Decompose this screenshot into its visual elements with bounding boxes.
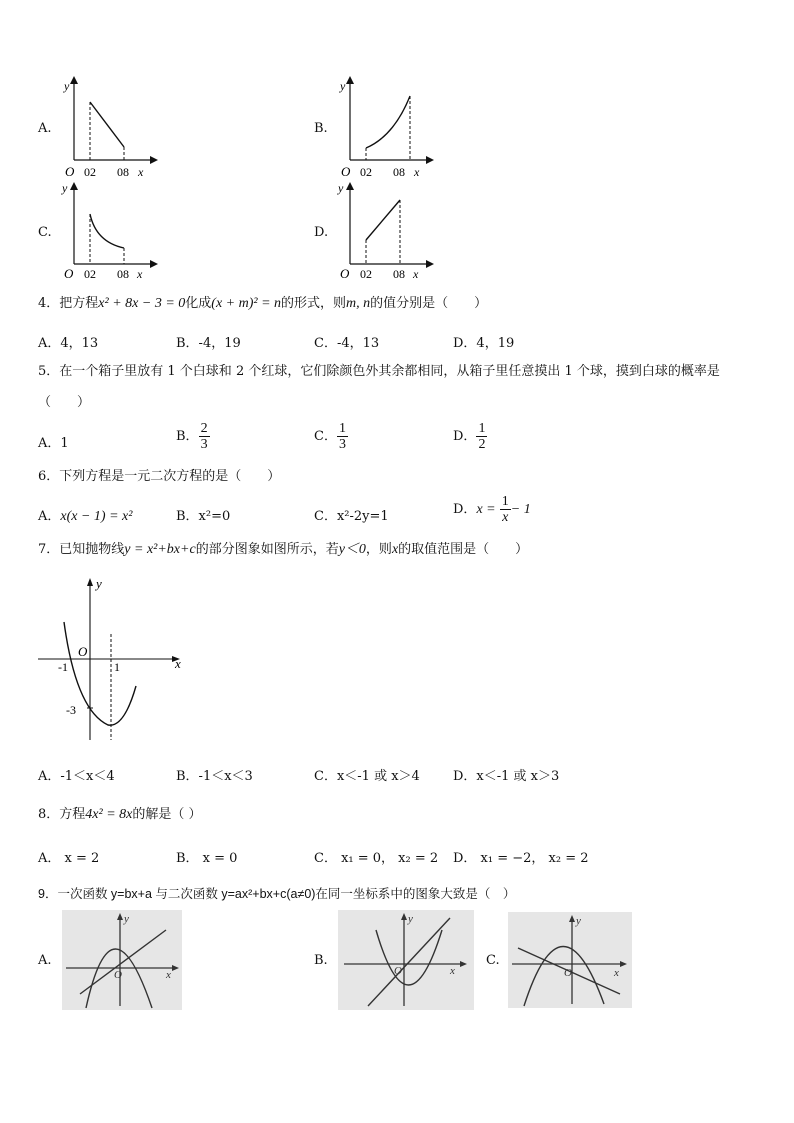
fraction [500,494,511,525]
fraction [337,421,348,452]
stem-text: 的解是（ ） [132,807,202,822]
q3-graph-d [334,178,434,284]
q9-graph-a[interactable] [62,910,182,1010]
condition: y＜0 [338,542,366,557]
equation: x(x − 1) = x² [60,509,133,524]
axis-x-label: x [138,165,144,179]
tick-label: 08 [117,165,129,179]
option-letter: D． [453,429,477,444]
fraction [476,421,487,452]
q7-option-c[interactable]: C．x＜-1 或 x＞4 [314,769,420,784]
origin-label: O [340,266,350,281]
tick-label-minus-1: -1 [58,660,68,674]
axis-y-label: y [408,913,413,925]
equation: 4x² = 8x [85,807,133,822]
tick-label: 02 [360,267,372,281]
origin-label: O [65,164,75,179]
axis-y-label: y [96,576,102,591]
q7-option-d[interactable]: D．x＜-1 或 x＞3 [453,769,560,784]
question-number: 4． [38,296,60,311]
q6-option-a[interactable] [38,505,132,525]
fraction [199,421,210,452]
q6-option-b[interactable]: B．x²=0 [176,509,231,524]
q3-graph-b [334,72,434,182]
q4-option-b[interactable]: B．-4，19 [176,336,241,351]
origin-label: O [394,965,402,977]
denominator: x [502,510,509,525]
tick-label: 02 [84,165,96,179]
q9-graph-b[interactable] [338,910,474,1010]
option-letter: C． [314,429,337,444]
stem-text: 的值分别是（ ） [370,296,488,311]
q3-option-a-label: A. [38,121,52,136]
question-4-stem [38,295,487,313]
axis-y-label: y [62,181,68,195]
equation: y = x²+bx+c [124,542,196,557]
q4-option-c[interactable]: C．-4，13 [314,336,380,351]
q9-graph-c[interactable] [508,912,632,1008]
axis-x-label: x [166,969,171,981]
variable: x [391,542,399,557]
q7-option-a[interactable]: A．-1＜x＜4 [38,769,115,784]
axis-y-label: y [64,79,70,93]
axis-x-label: x [450,965,455,977]
stem-text: ，则 [365,542,392,557]
numerator: 1 [478,421,486,436]
axis-y-label: y [576,915,581,927]
q5-option-d[interactable] [453,421,487,452]
q4-option-d[interactable]: D．4，19 [453,336,515,351]
q8-option-a[interactable]: A． x = 2 [38,851,100,866]
q3-graph-a [58,72,158,182]
tick-label: 08 [117,267,129,281]
q5-option-b[interactable] [176,421,210,452]
q8-option-b[interactable]: B． x = 0 [176,851,238,866]
equation: − 1 [510,502,531,517]
denominator: 3 [338,437,346,452]
axis-y-label: y [340,79,346,93]
tick-label: 08 [393,267,405,281]
axis-y-label: y [124,913,129,925]
q4-option-a[interactable]: A．4，13 [38,336,99,351]
q9-option-a-label: A. [38,953,52,968]
stem-text: 7．已知抛物线 [38,542,125,557]
q3-graph-c [58,178,158,284]
tick-label: 08 [393,165,405,179]
q8-option-d[interactable]: D． x₁ = −2， x₂ = 2 [453,851,589,866]
tick-label-minus-3: -3 [66,703,76,717]
axis-x-label: x [614,967,619,979]
q3-option-c-label: C. [38,225,52,240]
q6-option-d[interactable] [453,494,531,525]
axis-x-label: x [175,656,181,671]
q3-option-b-label: B. [314,121,328,136]
stem-text: 化成 [185,296,212,311]
origin-label: O [64,266,74,281]
question-9-stem: 9．一次函数 y=bx+a 与二次函数 y=ax²+bx+c(a≠0)在同一坐标系中的图象大致是（ ） [38,887,516,901]
equation: (x + m)² = n [211,296,282,311]
variables: m, n [346,296,371,311]
tick-label: 02 [84,267,96,281]
origin-label: O [564,967,572,979]
stem-text: 的部分图象如图所示，若 [195,542,339,557]
axis-x-label: x [413,267,419,281]
equation: x² + 8x − 3 = 0 [98,296,186,311]
question-6-stem: 6．下列方程是一元二次方程的是（ ） [38,469,281,484]
question-5-stem: 5．在一个箱子里放有 1 个白球和 2 个红球，它们除颜色外其余都相同，从箱子里任意摸出 1 个球，摸到白球的概率是 [38,364,720,379]
q5-option-a[interactable]: A．1 [38,436,69,451]
origin-label: O [114,969,122,981]
stem-text: 把方程 [59,296,99,311]
question-5-stem-cont: （ ） [38,395,91,410]
q7-option-b[interactable]: B．-1＜x＜3 [176,769,253,784]
question-8-stem [38,806,202,824]
axis-x-label: x [414,165,420,179]
origin-label: O [78,644,88,659]
q9-option-b-label: B. [314,953,328,968]
denominator: 3 [200,437,208,452]
axis-x-label: x [137,267,143,281]
numerator: 2 [200,421,208,436]
tick-label-1: 1 [114,660,120,674]
denominator: 2 [478,437,486,452]
q8-option-c[interactable]: C． x₁ = 0， x₂ = 2 [314,851,439,866]
axis-y-label: y [338,181,344,195]
question-7-stem [38,541,528,559]
numerator: 1 [338,421,346,436]
stem-text: 的形式，则 [281,296,347,311]
option-letter: D． [453,502,477,517]
numerator: 1 [501,494,509,509]
q9-option-c-label: C. [486,953,500,968]
option-letter: B． [176,429,199,444]
origin-label: O [341,164,351,179]
option-letter: A． [38,509,61,524]
q5-option-c[interactable] [314,421,348,452]
equation: x = [476,502,496,517]
q7-parabola-graph [36,570,190,750]
stem-text: 的取值范围是（ ） [398,542,529,557]
tick-label: 02 [360,165,372,179]
q6-option-c[interactable]: C．x²-2y=1 [314,509,389,524]
q3-option-d-label: D. [314,225,329,240]
stem-text: 8．方程 [38,807,86,822]
